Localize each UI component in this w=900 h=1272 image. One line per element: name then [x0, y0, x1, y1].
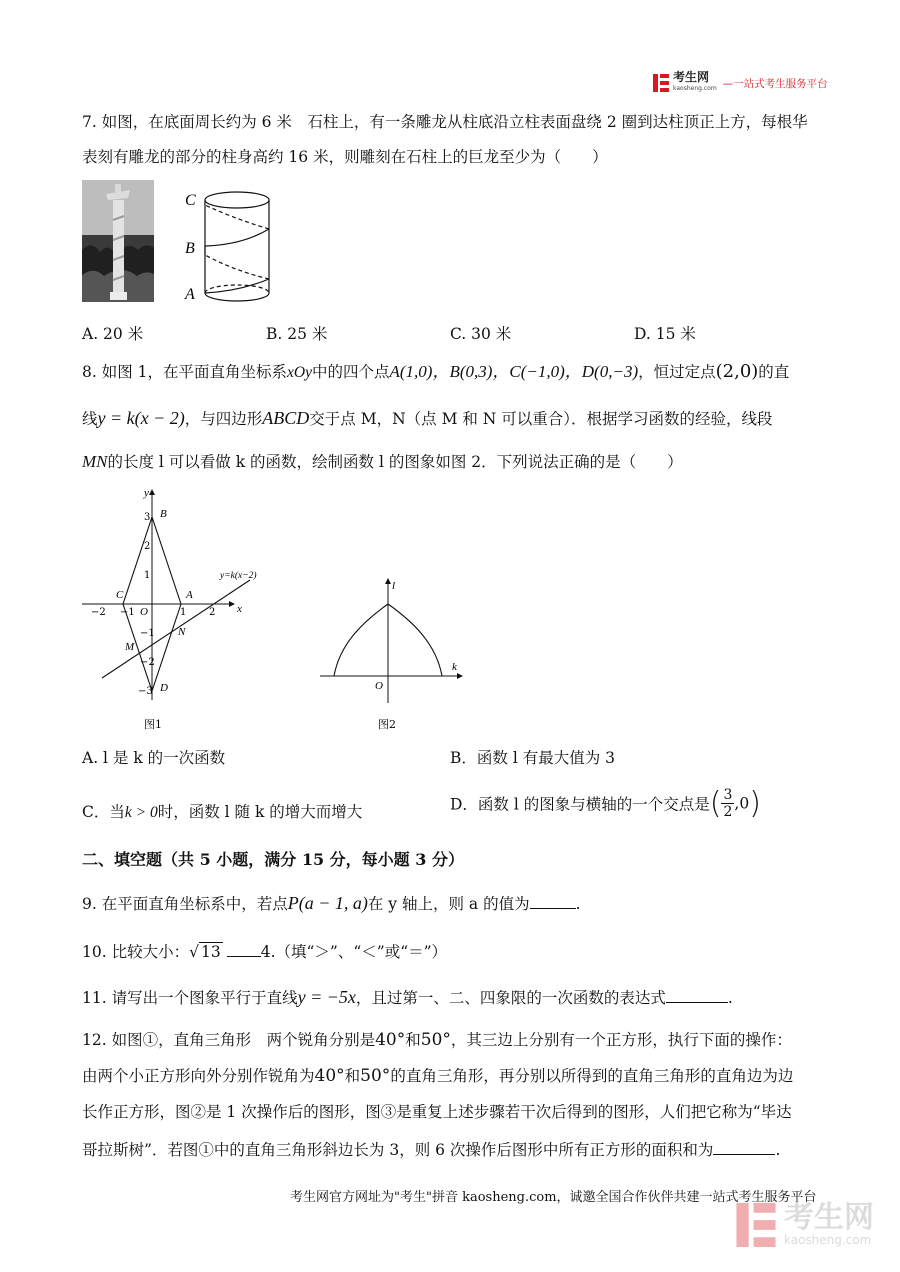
q8-line3	[82, 452, 683, 472]
q11-eq: y = −5x	[297, 987, 356, 1007]
fig1-line-label: y=k(x−2)	[220, 571, 257, 581]
sqrt-sign-icon: √	[189, 943, 199, 961]
q8-line3-b: 的长度 l 可以看做 k 的函数，绘制函数 l 的图象如图 2．下列说法正确的是（ ）	[107, 453, 683, 471]
q7-line1: 7. 如图，在底面周长约为 6 米 石柱上，有一条雕龙从柱底沿立柱表面盘绕 2 圈到达柱顶正上方，每根华	[82, 113, 808, 131]
q8-line2-b: ，与四边形	[184, 410, 263, 428]
fig2-caption: 图2	[378, 718, 396, 731]
q9-end: .	[575, 895, 581, 913]
footer-text: 考生网官方网址为"考生"拼音 kaosheng.com，诚邀全国合作伙伴共建一站式考生服务平台	[290, 1190, 817, 1205]
q8-line2-c: 交于点 M，N（点 M 和 N 可以重合）．根据学习函数的经验，线段	[309, 410, 773, 428]
q9	[82, 892, 581, 914]
q8-option-c-cond: k > 0	[124, 804, 158, 821]
q11-answer-blank[interactable]	[666, 986, 728, 1003]
pillar-photo	[82, 180, 154, 302]
fig1-caption: 图1	[144, 718, 162, 731]
q12-answer-blank[interactable]	[713, 1138, 775, 1155]
fig1-point-c: C	[116, 589, 124, 601]
q8-line2-a: 线	[82, 410, 98, 428]
q8-abcd: ABCD	[262, 408, 310, 428]
fig1-line	[102, 580, 250, 678]
watermark-text: 考生网	[784, 1200, 874, 1235]
q12-line2	[82, 1066, 793, 1086]
q12-line2-and: 和	[344, 1067, 361, 1085]
q11	[82, 986, 733, 1008]
fig1-xtick-neg1: −1	[120, 607, 135, 618]
q7-option-c: C. 30 米	[450, 325, 512, 343]
q8-option-d-den: 2	[723, 804, 733, 820]
q8-option-d-frac	[721, 787, 734, 820]
q8-line1-c: ，恒过定点	[638, 363, 716, 381]
fig2-axis-y-label: l	[392, 580, 396, 592]
q8-option-b: B．函数 l 有最大值为 3	[450, 749, 615, 767]
q8-option-a: A. l 是 k 的一次函数	[82, 749, 226, 767]
q8-option-c	[82, 800, 362, 822]
fig2-origin: O	[375, 680, 383, 692]
q10-a: 10. 比较大小：	[82, 943, 190, 961]
q12-angle2: 50°	[420, 1030, 451, 1050]
q9-answer-blank[interactable]	[530, 892, 576, 909]
q12-line4	[82, 1138, 780, 1160]
watermark	[734, 1200, 874, 1250]
q12-line1-a: 12. 如图①，直角三角形 两个锐角分别是	[82, 1031, 376, 1049]
fig1-ytick-neg2: −2	[140, 657, 155, 668]
fig1-point-a: A	[186, 589, 193, 601]
q11-b: ，且过第一、二、四象限的一次函数的表达式	[355, 989, 666, 1007]
q8-line1-a: 8. 如图 1，在平面直角坐标系	[82, 363, 288, 381]
q12-line2-angle1: 40°	[314, 1066, 345, 1086]
q8-line1-b: 中的四个点	[311, 363, 390, 381]
q7-line2: 表刻有雕龙的部分的柱身高约 16 米，则雕刻在石柱上的巨龙至少为（ ）	[82, 148, 608, 166]
q7-option-d: D. 15 米	[634, 325, 696, 343]
q8-option-d	[450, 786, 761, 821]
header-logo	[652, 72, 828, 94]
q9-b: 在 y 轴上，则 a 的值为	[367, 895, 530, 913]
section2-title: 二、填空题（共 5 小题，满分 15 分，每小题 3 分）	[82, 850, 464, 869]
fig1-origin: O	[140, 606, 148, 618]
q10-answer-blank[interactable]	[227, 940, 261, 957]
fig1-point-n: N	[178, 626, 186, 638]
q9-point: P(a − 1, a)	[287, 893, 368, 913]
q7-option-a: A. 20 米	[82, 325, 144, 343]
q8-mn: MN	[82, 452, 108, 471]
fig1-xtick-neg2: −2	[91, 607, 106, 618]
q11-end: .	[727, 989, 733, 1007]
q12-line1-and: 和	[405, 1031, 421, 1049]
q11-a: 11. 请写出一个图象平行于直线	[82, 989, 298, 1007]
fig1-ytick-3: 3	[144, 512, 151, 523]
q8-option-c-a: C．当	[82, 803, 125, 821]
cyl-label-b: B	[185, 240, 195, 257]
q8-option-d-a: D．函数 l 的图象与横轴的一个交点是	[450, 795, 710, 814]
q12-line1-b: ，其三边上分别有一个正方形，执行下面的操作：	[450, 1031, 792, 1049]
fig1-ytick-neg3: −3	[138, 686, 153, 697]
fig1-xtick-1: 1	[180, 607, 187, 618]
q8-line1-d: 的直	[758, 363, 790, 381]
watermark-logo-icon	[734, 1200, 778, 1250]
fig1-axis-x-label: x	[237, 603, 242, 615]
q12-line4-a: 哥拉斯树”．若图①中的直角三角形斜边长为 3，则 6 次操作后图形中所有正方形的面积和为	[82, 1141, 714, 1159]
q8-line-eq: y = k(x − 2)	[97, 408, 185, 428]
fig1-point-b: B	[160, 508, 167, 520]
fig1-point-d: D	[160, 682, 168, 694]
fig1-ytick-2: 2	[144, 541, 151, 552]
q10-radicand: 13	[200, 943, 221, 961]
header-slogan-text: 一站式考生服务平台	[733, 77, 828, 90]
fig1-ytick-1: 1	[144, 570, 151, 581]
q8-line2	[82, 408, 773, 429]
header-logo-text: 考生网	[673, 70, 710, 84]
q8-option-d-lparen: (	[709, 786, 722, 821]
q8-option-c-b: 时，函数 l 随 k 的增大而增大	[157, 803, 363, 821]
fig2-axis-x-label: k	[452, 661, 457, 673]
q9-a: 9. 在平面直角坐标系中，若点	[82, 895, 288, 913]
q8-fixed-point: (2,0)	[715, 361, 759, 382]
fig1-point-m: M	[125, 641, 135, 653]
fig1-axis-y-label: y	[144, 487, 149, 499]
q10	[82, 940, 447, 962]
q12-line3: 长作正方形，图②是 1 次操作后的图形，图③是重复上述步骤若干次后得到的图形，人们把它称为“毕达	[82, 1103, 792, 1121]
q12-line4-end: .	[775, 1141, 781, 1159]
q12-line2-angle2: 50°	[360, 1066, 391, 1086]
q12-line2-a: 由两个小正方形向外分别作锐角为	[82, 1067, 315, 1085]
figure-2	[316, 575, 472, 735]
figure-1	[82, 482, 282, 734]
q7-option-b: B. 25 米	[266, 325, 328, 343]
q12-line1	[82, 1030, 792, 1050]
fig1-xtick-2: 2	[209, 607, 216, 618]
q12-angle1: 40°	[375, 1030, 406, 1050]
fig1-ytick-neg1: −1	[140, 628, 155, 639]
cylinder-figure	[180, 183, 280, 305]
cyl-label-a: A	[185, 286, 195, 303]
kaosheng-logo-icon	[652, 73, 670, 93]
header-logo-sub: kaosheng.com	[673, 85, 717, 92]
q10-b: 4.（填“＞”、“＜”或“＝”）	[260, 943, 448, 961]
cyl-label-c: C	[185, 192, 196, 209]
q8-option-d-num: 3	[723, 787, 733, 803]
q8-xoy: xOy	[287, 364, 312, 381]
q8-points: A(1,0)，B(0,3)，C(−1,0)，D(0,−3)	[389, 362, 639, 381]
q12-line2-b: 的直角三角形，再分别以所得到的直角三角形的直角边为边	[390, 1067, 794, 1085]
header-slogan: —一站式考生服务平台	[722, 77, 828, 90]
q8-option-d-rparen: )	[749, 786, 761, 821]
watermark-sub: kaosheng.com	[784, 1233, 872, 1247]
q8-line1	[82, 362, 789, 383]
q8-option-d-tail: ,0	[734, 794, 750, 813]
